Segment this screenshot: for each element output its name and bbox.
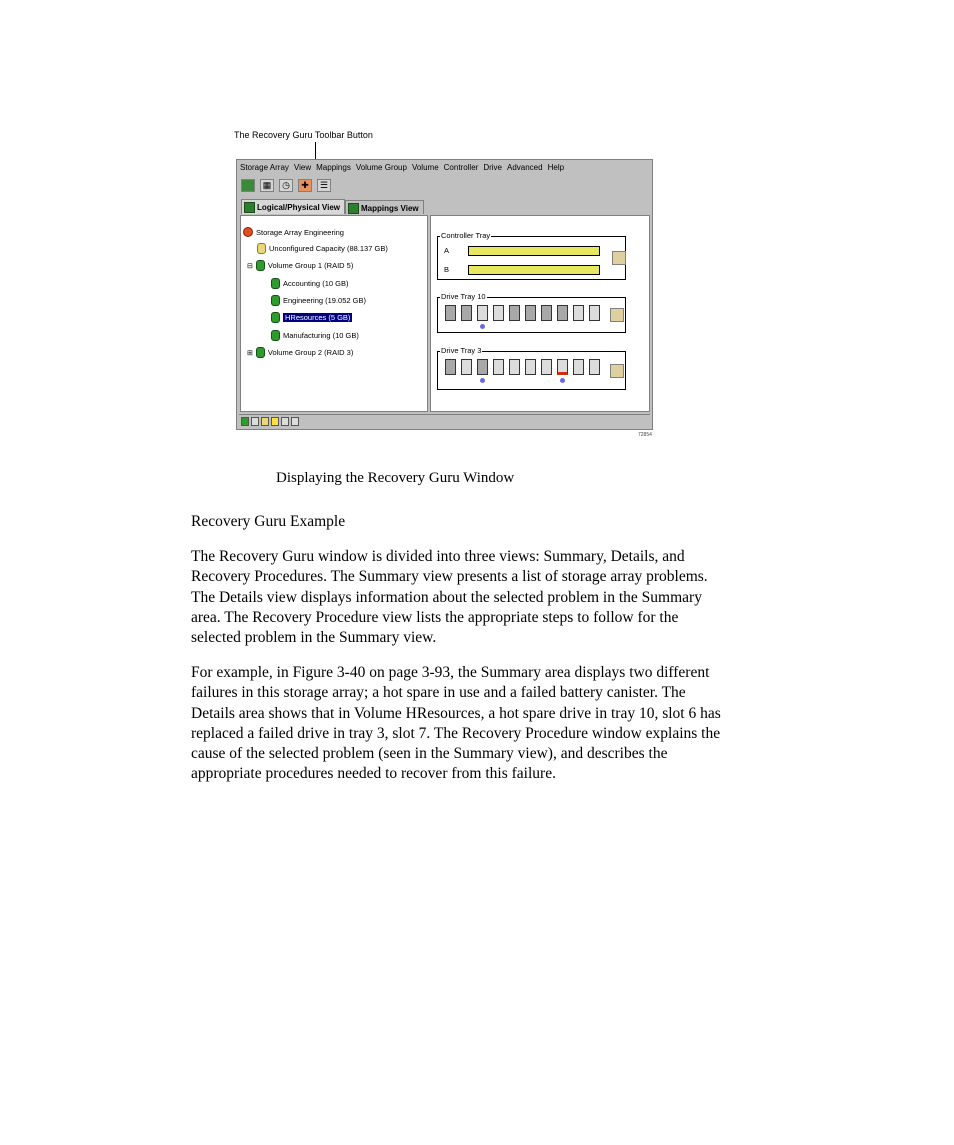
tray-status-icon[interactable] (612, 251, 626, 265)
tab-mappings[interactable]: Mappings View (345, 200, 424, 214)
menu-storage-array[interactable]: Storage Array (240, 163, 289, 172)
paragraph-line: The Recovery Guru window is divided into three views: Summary, Details, and (191, 548, 685, 565)
menu-drive[interactable]: Drive (483, 163, 502, 172)
alert-icon (243, 227, 253, 237)
controller-b[interactable] (468, 265, 600, 275)
volume-icon (271, 278, 280, 289)
view-toggle-icon[interactable]: ▦ (260, 179, 274, 192)
tree-node-volume-group-2[interactable]: ⊞ Volume Group 2 (RAID 3) (247, 348, 354, 357)
controller-b-label: B (444, 265, 450, 274)
volume-icon (271, 295, 280, 306)
drive-slot[interactable] (493, 359, 504, 375)
drive-slot[interactable] (589, 359, 600, 375)
toolbar (241, 179, 331, 192)
drive-tray-3-label: Drive Tray 3 (441, 346, 482, 355)
volume-group-icon (256, 347, 265, 358)
physical-panel (430, 215, 650, 412)
tree-node-accounting[interactable]: Accounting (10 GB) (271, 278, 348, 289)
clock-icon[interactable]: ◷ (279, 179, 293, 192)
hot-spare-indicator-icon (560, 378, 565, 383)
paragraph-line: replaced a failed drive in tray 3, slot 7. The Recovery Procedure window explains the (191, 724, 721, 742)
drive-slot[interactable] (573, 305, 584, 321)
volume-status-icon (241, 417, 249, 426)
drive-slot[interactable] (509, 305, 520, 321)
menu-bar (240, 163, 564, 172)
drive-slot[interactable] (477, 305, 488, 321)
list-icon[interactable]: ☰ (317, 179, 331, 192)
storage-manager-screenshot (236, 159, 653, 430)
drive-slot[interactable] (493, 305, 504, 321)
drive-slot[interactable] (445, 359, 456, 375)
group-status-icon (251, 417, 259, 426)
controller-tray-label: Controller Tray (441, 231, 491, 240)
controller-tray[interactable] (437, 231, 626, 280)
drive-tray-3[interactable] (437, 346, 626, 390)
controller-a-label: A (444, 246, 450, 255)
drive-slot[interactable] (477, 359, 488, 375)
drive-slot[interactable] (461, 359, 472, 375)
drive-slot[interactable] (525, 359, 536, 375)
paragraph-line: Details area shows that in Volume HResources, a hot spare drive in tray 10, slot 6 has (191, 704, 721, 722)
drive-slot[interactable] (541, 359, 552, 375)
paragraph-1 (191, 547, 841, 648)
failed-drive-slot[interactable] (557, 359, 568, 375)
menu-volume-group[interactable]: Volume Group (355, 163, 407, 172)
volume-icon (271, 312, 280, 323)
drive-tray-10-label: Drive Tray 10 (441, 292, 486, 301)
paragraph-line: cause of the selected problem (seen in the Summary view), and describes the (191, 745, 668, 763)
figure-caption: Displaying the Recovery Guru Window (276, 470, 515, 486)
paragraph-line: appropriate procedures needed to recover from this failure. (191, 765, 556, 783)
menu-volume[interactable]: Volume (411, 163, 439, 172)
drive-slot[interactable] (445, 305, 456, 321)
controller-a[interactable] (468, 246, 600, 256)
drive-slot[interactable] (541, 305, 552, 321)
menu-view[interactable]: View (293, 163, 312, 172)
drive-slot[interactable] (525, 305, 536, 321)
create-volume-icon[interactable] (241, 179, 255, 192)
tree-node-hresources[interactable]: HResources (5 GB) (271, 312, 352, 323)
capacity-icon (257, 243, 266, 254)
drive-slot[interactable] (509, 359, 520, 375)
paragraph-line: failures in this storage array; a hot spare in use and a failed battery canister. The (191, 684, 686, 702)
capacity-status-icon (261, 417, 269, 426)
menu-controller[interactable]: Controller (443, 163, 479, 172)
drive-slot[interactable] (461, 305, 472, 321)
menu-mappings[interactable]: Mappings (316, 163, 351, 172)
drive-slot[interactable] (557, 305, 568, 321)
menu-advanced[interactable]: Advanced (507, 163, 543, 172)
tree-node-storage-array[interactable]: Storage Array Engineering (243, 227, 344, 237)
drive-tray-10[interactable] (437, 292, 626, 333)
drive-status-icon (291, 417, 299, 426)
recovery-guru-icon[interactable]: ✚ (298, 179, 312, 192)
tree-node-unconfigured[interactable]: Unconfigured Capacity (88.137 GB) (257, 243, 388, 254)
menu-help[interactable]: Help (547, 163, 565, 172)
mappings-view-icon (348, 203, 359, 214)
paragraph-line: Recovery Procedures. The Summary view presents a list of storage array problems. (191, 568, 708, 586)
tree-node-volume-group-1[interactable]: ⊟ Volume Group 1 (RAID 5) (247, 261, 354, 270)
hot-spare-indicator-icon (480, 378, 485, 383)
paragraph-2 (191, 663, 841, 785)
paragraph-line: selected problem in the Summary view. (191, 629, 437, 647)
tree-node-manufacturing[interactable]: Manufacturing (10 GB) (271, 330, 359, 341)
callout-label: The Recovery Guru Toolbar Button (234, 130, 373, 140)
paragraph-line: area. The Recovery Procedure view lists the appropriate steps to follow for the (191, 608, 679, 626)
tab-logical-physical[interactable]: Logical/Physical View (241, 199, 345, 214)
status-bar (239, 414, 650, 427)
volume-icon (271, 330, 280, 341)
view-tabs (241, 200, 424, 214)
figure-id: 72854 (638, 432, 652, 438)
tray-status-icon[interactable] (610, 308, 624, 322)
drive-status-icon (281, 417, 289, 426)
logical-panel (240, 215, 428, 412)
section-heading: Recovery Guru Example (191, 513, 346, 530)
tree-node-engineering[interactable]: Engineering (19.052 GB) (271, 295, 366, 306)
logical-view-icon (244, 202, 255, 213)
tray-status-icon[interactable] (610, 364, 624, 378)
paragraph-line: The Details view displays information about the selected problem in the Summary (191, 588, 702, 606)
paragraph-line: For example, in Figure 3-40 on page 3-93, the Summary area displays two different (191, 664, 710, 681)
volume-group-icon (256, 260, 265, 271)
hot-spare-indicator-icon (480, 324, 485, 329)
drive-slot[interactable] (573, 359, 584, 375)
drive-slot[interactable] (589, 305, 600, 321)
warning-status-icon (271, 417, 279, 426)
